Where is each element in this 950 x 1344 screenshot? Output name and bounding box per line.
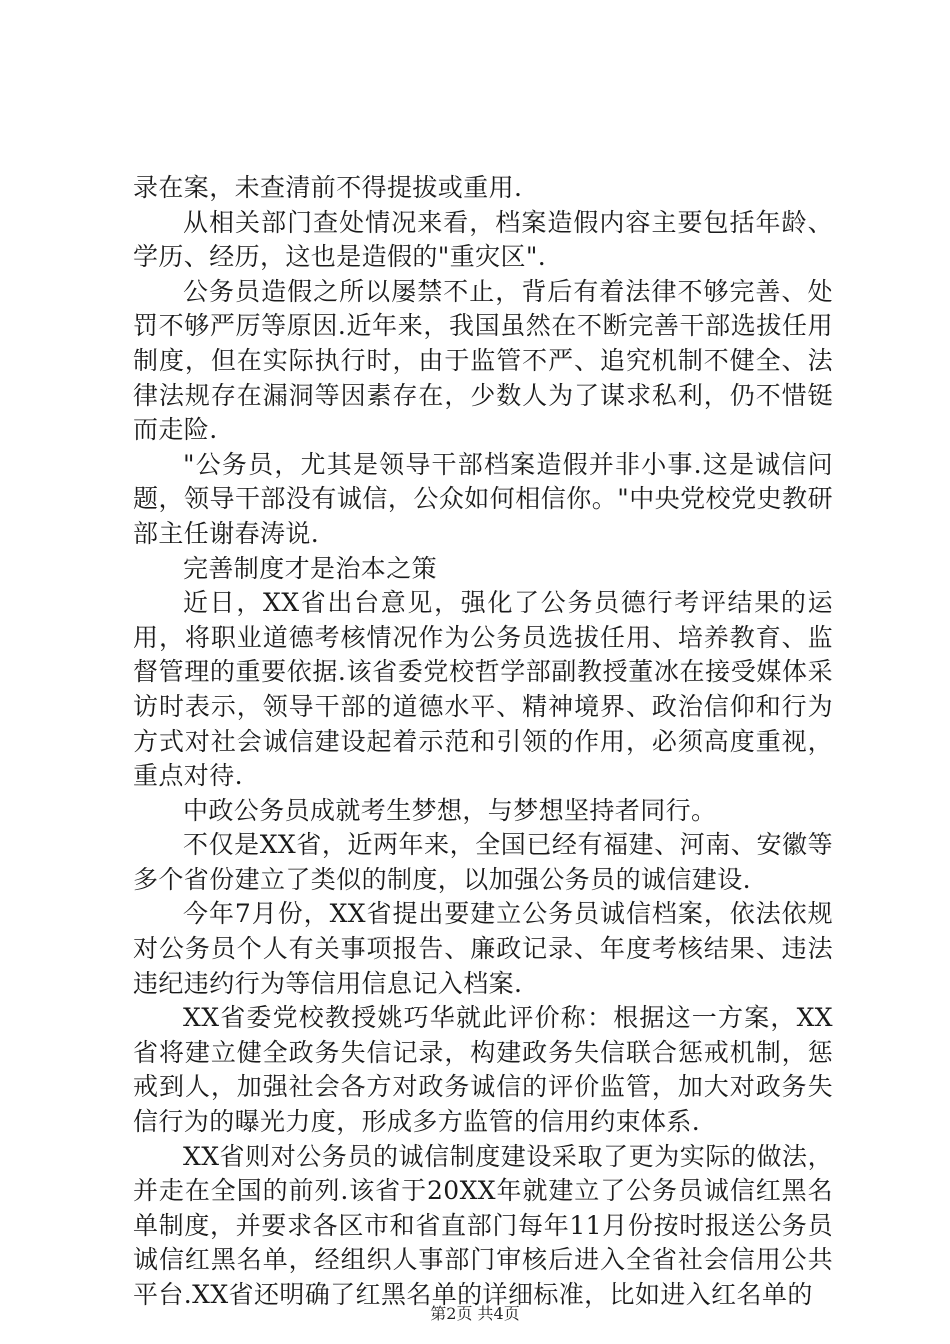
paragraph: 今年7月份，XX省提出要建立公务员诚信档案，依法依规对公务员个人有关事项报告、廉政记录、年度考核结果、违法违纪违约行为等信用信息记入档案.	[133, 899, 833, 998]
document-body	[133, 171, 833, 1313]
paragraph: XX省则对公务员的诚信制度建设采取了更为实际的做法，并走在全国的前列.该省于20XX年就建立了公务员诚信红黑名单制度，并要求各区市和省直部门每年11月份按时报送公务员诚信红黑名单，经组织人事部门审核后进入全省社会信用公共平台.XX省还明确了红黑名单的详细标准，比如进入红名单的	[133, 1141, 833, 1309]
paragraph: 近日，XX省出台意见，强化了公务员德行考评结果的运用，将职业道德考核情况作为公务员选拔任用、培养教育、监督管理的重要依据.该省委党校哲学部副教授董冰在接受媒体采访时表示，领导干部的道德水平、精神境界、政治信仰和行为方式对社会诚信建设起着示范和引领的作用，必须高度重视，重点对待.	[133, 588, 833, 791]
paragraph: 公务员造假之所以屡禁不止，背后有着法律不够完善、处罚不够严厉等原因.近年来，我国虽然在不断完善干部选拔任用制度，但在实际执行时，由于监管不严、追究机制不健全、法律法规存在漏洞等因素存在，少数人为了谋求私利，仍不惜铤而走险.	[133, 276, 833, 445]
paragraph: 从相关部门查处情况来看，档案造假内容主要包括年龄、学历、经历，这也是造假的"重灾区".	[133, 207, 833, 272]
paragraph-continuation: 录在案，未查清前不得提拔或重用.	[133, 173, 523, 202]
paragraph: 中政公务员成就考生梦想，与梦想坚持者同行。	[183, 795, 717, 825]
paragraph: 不仅是XX省，近两年来，全国已经有福建、河南、安徽等多个省份建立了类似的制度，以加强公务员的诚信建设.	[133, 830, 833, 894]
page-footer: 第2页 共4页	[430, 1304, 520, 1323]
section-heading: 完善制度才是治本之策	[183, 553, 438, 583]
paragraph-quote: "公务员，尤其是领导干部档案造假并非小事.这是诚信问题，领导干部没有诚信，公众如何相信你。"中央党校党史教研部主任谢春涛说.	[133, 449, 833, 548]
paragraph: XX省委党校教授姚巧华就此评价称：根据这一方案，XX省将建立健全政务失信记录，构建政务失信联合惩戒机制，惩戒到人，加强社会各方对政务诚信的评价监管，加大对政务失信行为的曝光力度，形成多方监管的信用约束体系.	[133, 1003, 833, 1137]
